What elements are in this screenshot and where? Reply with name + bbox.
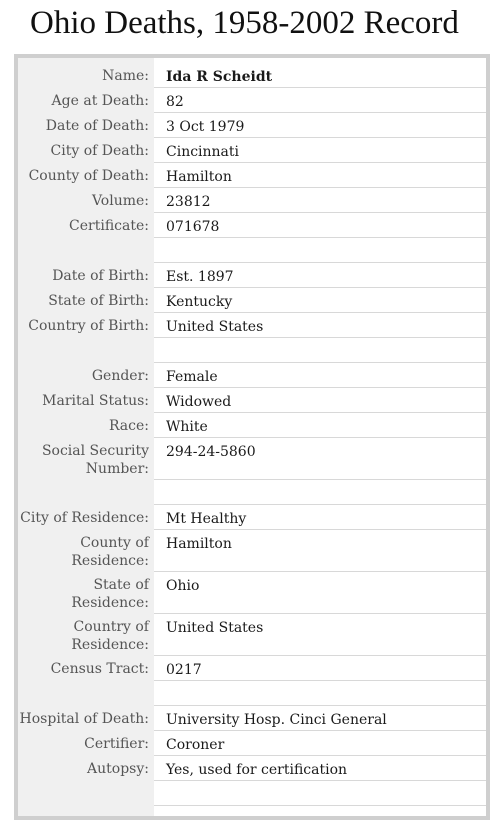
field-value: Mt Healthy	[166, 511, 247, 527]
field-label: Country of Birth:	[28, 318, 149, 334]
field-value: Hamilton	[166, 536, 232, 552]
field-label: City of Death:	[50, 143, 149, 159]
record-row	[18, 572, 486, 614]
field-label: County of Residence:	[71, 535, 149, 569]
field-label: Date of Death:	[45, 118, 149, 134]
field-value: 0217	[166, 662, 202, 678]
field-value: Female	[166, 369, 218, 385]
field-value: 3 Oct 1979	[166, 119, 245, 135]
page-title: Ohio Deaths, 1958-2002 Record	[30, 5, 459, 41]
field-label: Age at Death:	[51, 93, 149, 109]
record-row	[18, 88, 486, 113]
field-label: City of Residence:	[20, 510, 149, 526]
record-row	[18, 480, 486, 505]
field-label: State of Residence:	[71, 577, 149, 611]
record-row	[18, 656, 486, 681]
field-label: State of Birth:	[48, 293, 149, 309]
record-table	[14, 54, 490, 820]
record-row	[18, 238, 486, 263]
record-row	[18, 213, 486, 238]
record-row	[18, 781, 486, 806]
field-value: United States	[166, 620, 264, 636]
record-row	[18, 681, 486, 706]
field-value: Kentucky	[166, 294, 233, 310]
record-row	[18, 188, 486, 213]
record-row	[18, 756, 486, 781]
record-rows	[18, 63, 486, 806]
field-value: White	[166, 419, 208, 435]
record-row	[18, 388, 486, 413]
field-label: Race:	[108, 418, 149, 434]
record-row	[18, 413, 486, 438]
record-row	[18, 530, 486, 572]
field-value: 071678	[166, 219, 220, 235]
record-row	[18, 138, 486, 163]
record-row	[18, 706, 486, 731]
field-label: Certificate:	[69, 218, 149, 234]
record-row	[18, 614, 486, 656]
field-value: Ida R Scheidt	[166, 69, 273, 85]
field-label: Certifier:	[84, 736, 149, 752]
field-value: Cincinnati	[166, 144, 240, 160]
field-label: Social Security Number:	[41, 443, 149, 477]
field-value: Hamilton	[166, 169, 232, 185]
record-row	[18, 263, 486, 288]
record-row	[18, 438, 486, 480]
field-value: United States	[166, 319, 264, 335]
record-row	[18, 63, 486, 88]
field-label: Autopsy:	[87, 761, 149, 777]
field-label: Hospital of Death:	[19, 711, 149, 727]
field-label: Marital Status:	[42, 393, 149, 409]
field-label: County of Death:	[28, 168, 149, 184]
field-value: Ohio	[166, 578, 200, 594]
field-value: 294-24-5860	[166, 444, 256, 460]
record-row	[18, 731, 486, 756]
field-label: Gender:	[91, 368, 149, 384]
field-value: Yes, used for certification	[166, 762, 348, 778]
field-value: University Hosp. Cinci General	[166, 712, 387, 728]
record-row	[18, 313, 486, 338]
record-row	[18, 505, 486, 530]
row-divider	[154, 805, 486, 806]
field-value: 23812	[166, 194, 211, 210]
record-row	[18, 288, 486, 313]
field-label: Census Tract:	[50, 661, 149, 677]
record-row	[18, 338, 486, 363]
record-row	[18, 113, 486, 138]
record-row	[18, 363, 486, 388]
field-value: Est. 1897	[166, 269, 234, 285]
field-label: Date of Birth:	[52, 268, 149, 284]
field-value: Coroner	[166, 737, 225, 753]
record-row	[18, 163, 486, 188]
field-label: Name:	[102, 68, 149, 84]
field-value: Widowed	[166, 394, 232, 410]
field-value: 82	[166, 94, 184, 110]
field-label: Volume:	[91, 193, 149, 209]
field-label: Country of Residence:	[71, 619, 149, 653]
